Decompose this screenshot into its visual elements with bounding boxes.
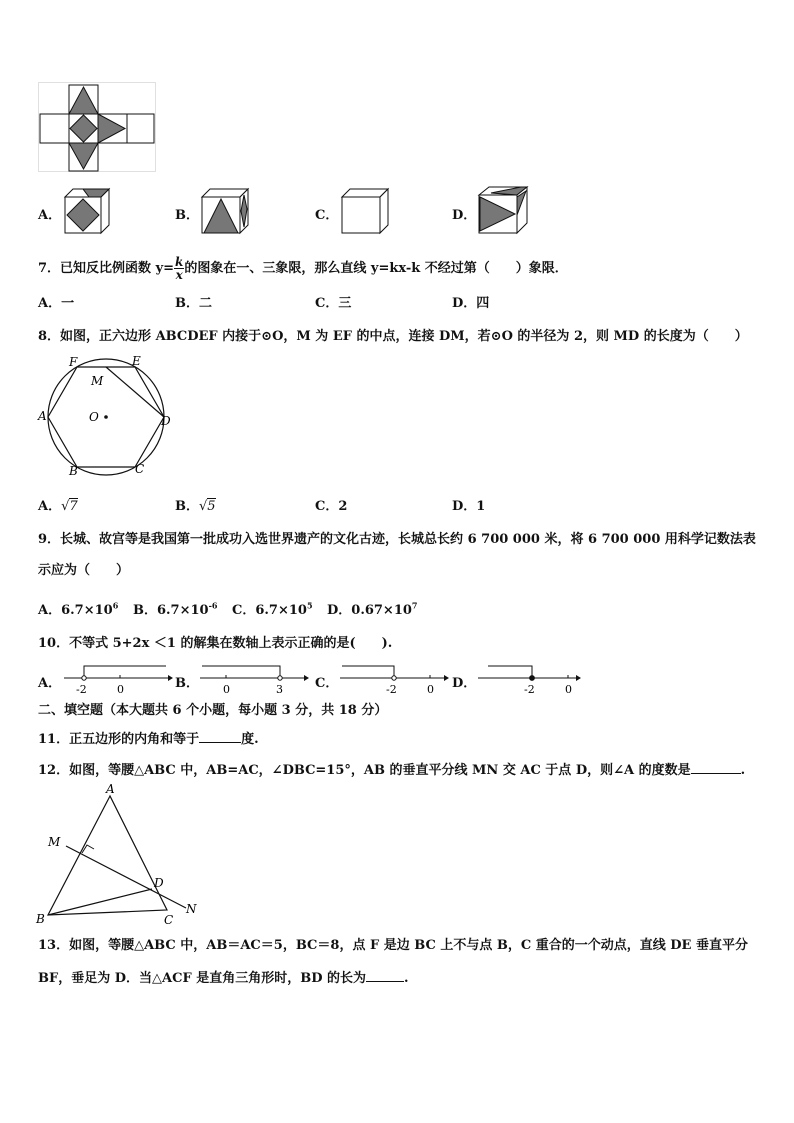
q8-option-a[interactable]	[38, 495, 78, 514]
q9-option-c[interactable]	[232, 599, 313, 618]
number-line-a[interactable]	[62, 662, 174, 696]
q7-fraction	[174, 256, 184, 281]
label-o: O	[89, 410, 99, 424]
cube-option-b[interactable]	[200, 187, 252, 235]
number-line-c-tick-0: 0	[427, 683, 434, 696]
q7-stem	[38, 256, 568, 281]
cube-option-d[interactable]	[477, 185, 531, 235]
label-m-12: M	[48, 835, 61, 849]
q12-blank[interactable]	[691, 761, 741, 774]
label-a: A	[38, 409, 47, 423]
q8-option-d[interactable]: D．1	[452, 499, 486, 514]
q9-option-a[interactable]	[38, 599, 118, 618]
cube-option-a[interactable]	[63, 187, 113, 235]
q13-text-b: .	[404, 971, 409, 986]
q13-blank[interactable]	[366, 969, 404, 982]
q9-line2: 示应为（ ）	[38, 563, 130, 578]
q9-option-c-exp: 5	[306, 600, 313, 611]
q9-option-a-exp: 6	[112, 600, 119, 611]
q6-option-b-label[interactable]: B．	[175, 208, 199, 223]
hexagon-circle-figure	[36, 354, 176, 478]
q9-option-d[interactable]	[327, 599, 418, 618]
q7-option-d[interactable]: D．四	[452, 296, 490, 311]
number-line-d-tick-neg2: -2	[524, 683, 535, 696]
q8-option-a-letter: A．	[38, 499, 62, 514]
sqrt-5: √5	[199, 499, 216, 514]
q7-option-c[interactable]: C．三	[315, 296, 352, 311]
label-m: M	[91, 374, 104, 388]
q11-text-b: 度.	[241, 732, 259, 747]
q8-option-b-letter: B．	[175, 499, 199, 514]
q9-option-b[interactable]	[133, 599, 217, 618]
q12-text-b: .	[740, 763, 746, 778]
number-line-a-tick-0: 0	[117, 683, 124, 696]
q9-option-d-exp: 7	[411, 600, 418, 611]
q8-option-b[interactable]	[175, 495, 216, 514]
label-d: D	[161, 414, 171, 428]
q12-text-a: 12．如图，等腰△ABC 中，AB=AC，∠DBC=15°，AB 的垂直平分线 MN 交 AC 于点 D，则∠A 的度数是	[38, 763, 691, 778]
number-line-b[interactable]	[198, 662, 310, 696]
net-face-right2	[127, 114, 154, 143]
q10-option-c-label[interactable]: C．	[315, 676, 339, 691]
q11-text-a: 11．正五边形的内角和等于	[38, 732, 200, 747]
label-n-12: N	[186, 902, 197, 916]
q6-option-a-label[interactable]: A．	[38, 208, 62, 223]
sqrt-7-value: 7	[69, 499, 78, 514]
number-line-b-tick-0: 0	[223, 683, 230, 696]
q12-stem	[38, 761, 745, 779]
number-line-a-tick-neg2: -2	[76, 683, 87, 696]
label-f: F	[69, 355, 78, 369]
label-b-12: B	[36, 912, 45, 926]
number-line-c[interactable]	[338, 662, 450, 696]
q9-option-d-base: D．0.67×10	[327, 603, 412, 618]
line-mn	[66, 846, 186, 908]
q7-option-b[interactable]: B．二	[175, 296, 212, 311]
net-face-left	[40, 114, 69, 143]
label-c-12: C	[164, 913, 174, 927]
label-c: C	[135, 462, 145, 476]
sqrt-7: √7	[61, 499, 78, 514]
number-line-d-tick-0: 0	[565, 683, 572, 696]
cube-option-c[interactable]	[340, 187, 392, 235]
q10-stem: 10．不等式 5+2x ＜1 的解集在数轴上表示正确的是( ).	[38, 636, 393, 651]
cube-net-figure	[38, 82, 163, 174]
q13-line1: 13．如图，等腰△ABC 中，AB＝AC＝5，BC＝8，点 F 是边 BC 上不与点 B，C 重合的一个动点，直线 DE 垂直平分	[38, 938, 748, 953]
q7-stem-b: 的图象在一、三象限，那么直线 y=kx-k 不经过第（ ）象限．	[184, 261, 568, 276]
q7-stem-a: 7．已知反比例函数 y=	[38, 261, 175, 276]
q10-option-d-label[interactable]: D．	[452, 676, 477, 691]
q11-stem	[38, 730, 259, 748]
q9-option-c-base: C．6.7×10	[232, 603, 307, 618]
section-2-heading: 二、填空题（本大题共 6 个小题，每小题 3 分，共 18 分）	[38, 703, 388, 718]
q9-line1: 9．长城、故宫等是我国第一批成功入选世界遗产的文化古迹，长城总长约 6 700 000 米，将 6 700 000 用科学记数法表	[38, 532, 756, 547]
label-b: B	[69, 464, 78, 478]
q9-option-b-base: B．6.7×10	[133, 603, 209, 618]
q11-blank[interactable]	[199, 730, 241, 743]
q10-option-b-label[interactable]: B．	[175, 676, 199, 691]
q7-frac-num: k	[175, 255, 184, 269]
triangle-abc-figure	[36, 782, 206, 928]
q10-option-a-label[interactable]: A．	[38, 676, 62, 691]
number-line-d[interactable]	[476, 662, 588, 696]
q13-line2	[38, 969, 409, 987]
label-d-12: D	[154, 876, 164, 890]
q7-option-a[interactable]: A．一	[38, 296, 75, 311]
segment-md	[106, 367, 164, 417]
label-e: E	[132, 354, 141, 368]
label-a-12: A	[106, 782, 115, 796]
q6-option-c-label[interactable]: C．	[315, 208, 339, 223]
q9-option-b-exp: -6	[208, 600, 218, 611]
triangle-abc	[48, 796, 167, 915]
q8-stem: 8．如图，正六边形 ABCDEF 内接于⊙O，M 为 EF 的中点，连接 DM，若⊙O 的半径为 2，则 MD 的长度为（ ）	[38, 329, 748, 344]
number-line-b-tick-3: 3	[276, 683, 283, 696]
sqrt-5-value: 5	[207, 499, 216, 514]
center-dot	[104, 415, 108, 419]
q8-option-c[interactable]: C．2	[315, 499, 348, 514]
q13-text-a: BF，垂足为 D．当△ACF 是直角三角形时，BD 的长为	[38, 971, 366, 986]
q7-frac-den: x	[175, 268, 183, 282]
q9-option-a-base: A．6.7×10	[38, 603, 113, 618]
number-line-c-tick-neg2: -2	[386, 683, 397, 696]
q6-option-d-label[interactable]: D．	[452, 208, 477, 223]
